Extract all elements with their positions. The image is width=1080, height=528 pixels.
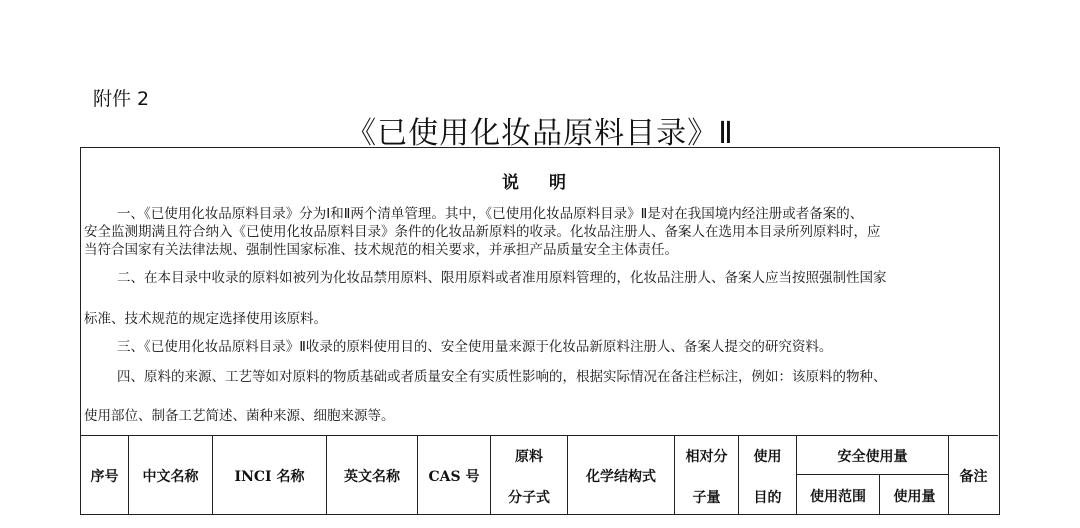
col-remarks-label: 备注 <box>959 469 988 485</box>
col-scope <box>797 475 880 515</box>
col-mw-label-2: 子量 <box>692 490 721 506</box>
catalog-table-frame <box>80 147 1000 515</box>
col-structure-label: 化学结构式 <box>586 469 656 485</box>
note-paragraph-4-line-1: 四、原料的来源、工艺等如对原料的物质基础或者质量安全有实质性影响的，根据实际情况在备注栏标注，例如：该原料的物种、 <box>117 369 887 385</box>
col-inci-name-label: INCI 名称 <box>234 469 305 485</box>
col-purpose <box>739 436 797 514</box>
col-chinese-name-label: 中文名称 <box>142 469 199 485</box>
col-seq-label: 序号 <box>90 469 119 485</box>
note-paragraph-1-line-3: 当符合国家有关法律法规、强制性国家标准、技术规范的相关要求，并承担产品质量安全主体责任。 <box>84 242 678 258</box>
col-cas-label: CAS 号 <box>428 469 480 485</box>
col-remarks <box>949 436 998 514</box>
note-paragraph-1-line-1: 一、《已使用化妆品原料目录》分为Ⅰ和Ⅱ两个清单管理。其中，《已使用化妆品原料目录》Ⅱ是对在我国境内经注册或者备案的、 <box>117 206 864 222</box>
col-safety <box>797 436 949 514</box>
note-paragraph-2-line-1: 二、在本目录中收录的原料如被列为化妆品禁用原料、限用原料或者准用原料管理的，化妆品注册人、备案人应当按照强制性国家 <box>117 270 887 286</box>
col-formula-label-1: 原料 <box>515 449 543 465</box>
note-paragraph-3: 三、《已使用化妆品原料目录》Ⅱ收录的原料使用目的、安全使用量来源于化妆品新原料注册人、备案人提交的研究资料。 <box>117 339 833 355</box>
note-paragraph-2-line-2: 标准、技术规范的规定选择使用该原料。 <box>84 311 327 327</box>
col-chinese-name <box>129 436 213 514</box>
col-purpose-label-2: 目的 <box>753 490 782 506</box>
table-header-row <box>81 435 998 514</box>
col-purpose-label-1: 使用 <box>753 449 782 465</box>
col-formula-label-2: 分子式 <box>508 490 550 506</box>
col-safety-label: 安全使用量 <box>837 449 908 465</box>
col-seq <box>81 436 129 514</box>
col-formula <box>491 436 568 514</box>
col-amount-label: 使用量 <box>893 489 936 505</box>
col-mw-label-1: 相对分 <box>685 449 728 465</box>
note-paragraph-4-line-2: 使用部位、制备工艺简述、菌种来源、细胞来源等。 <box>84 408 395 424</box>
col-english-name <box>327 436 418 514</box>
note-paragraph-1-line-2: 安全监测期满且符合纳入《已使用化妆品原料目录》条件的化妆品新原料的收录。化妆品注册人、备案人在选用本目录所列原料时，应 <box>84 224 881 240</box>
col-scope-label: 使用范围 <box>810 489 866 505</box>
attachment-label: 附件 2 <box>93 88 150 110</box>
col-amount <box>880 475 949 515</box>
col-cas <box>418 436 491 514</box>
col-english-name-label: 英文名称 <box>344 469 400 485</box>
col-inci-name <box>213 436 327 514</box>
col-mw <box>675 436 739 514</box>
document-title: 《已使用化妆品原料目录》Ⅱ <box>346 116 734 151</box>
col-structure <box>568 436 675 514</box>
notes-heading: 说 明 <box>502 173 578 193</box>
col-safety-group <box>797 436 948 475</box>
